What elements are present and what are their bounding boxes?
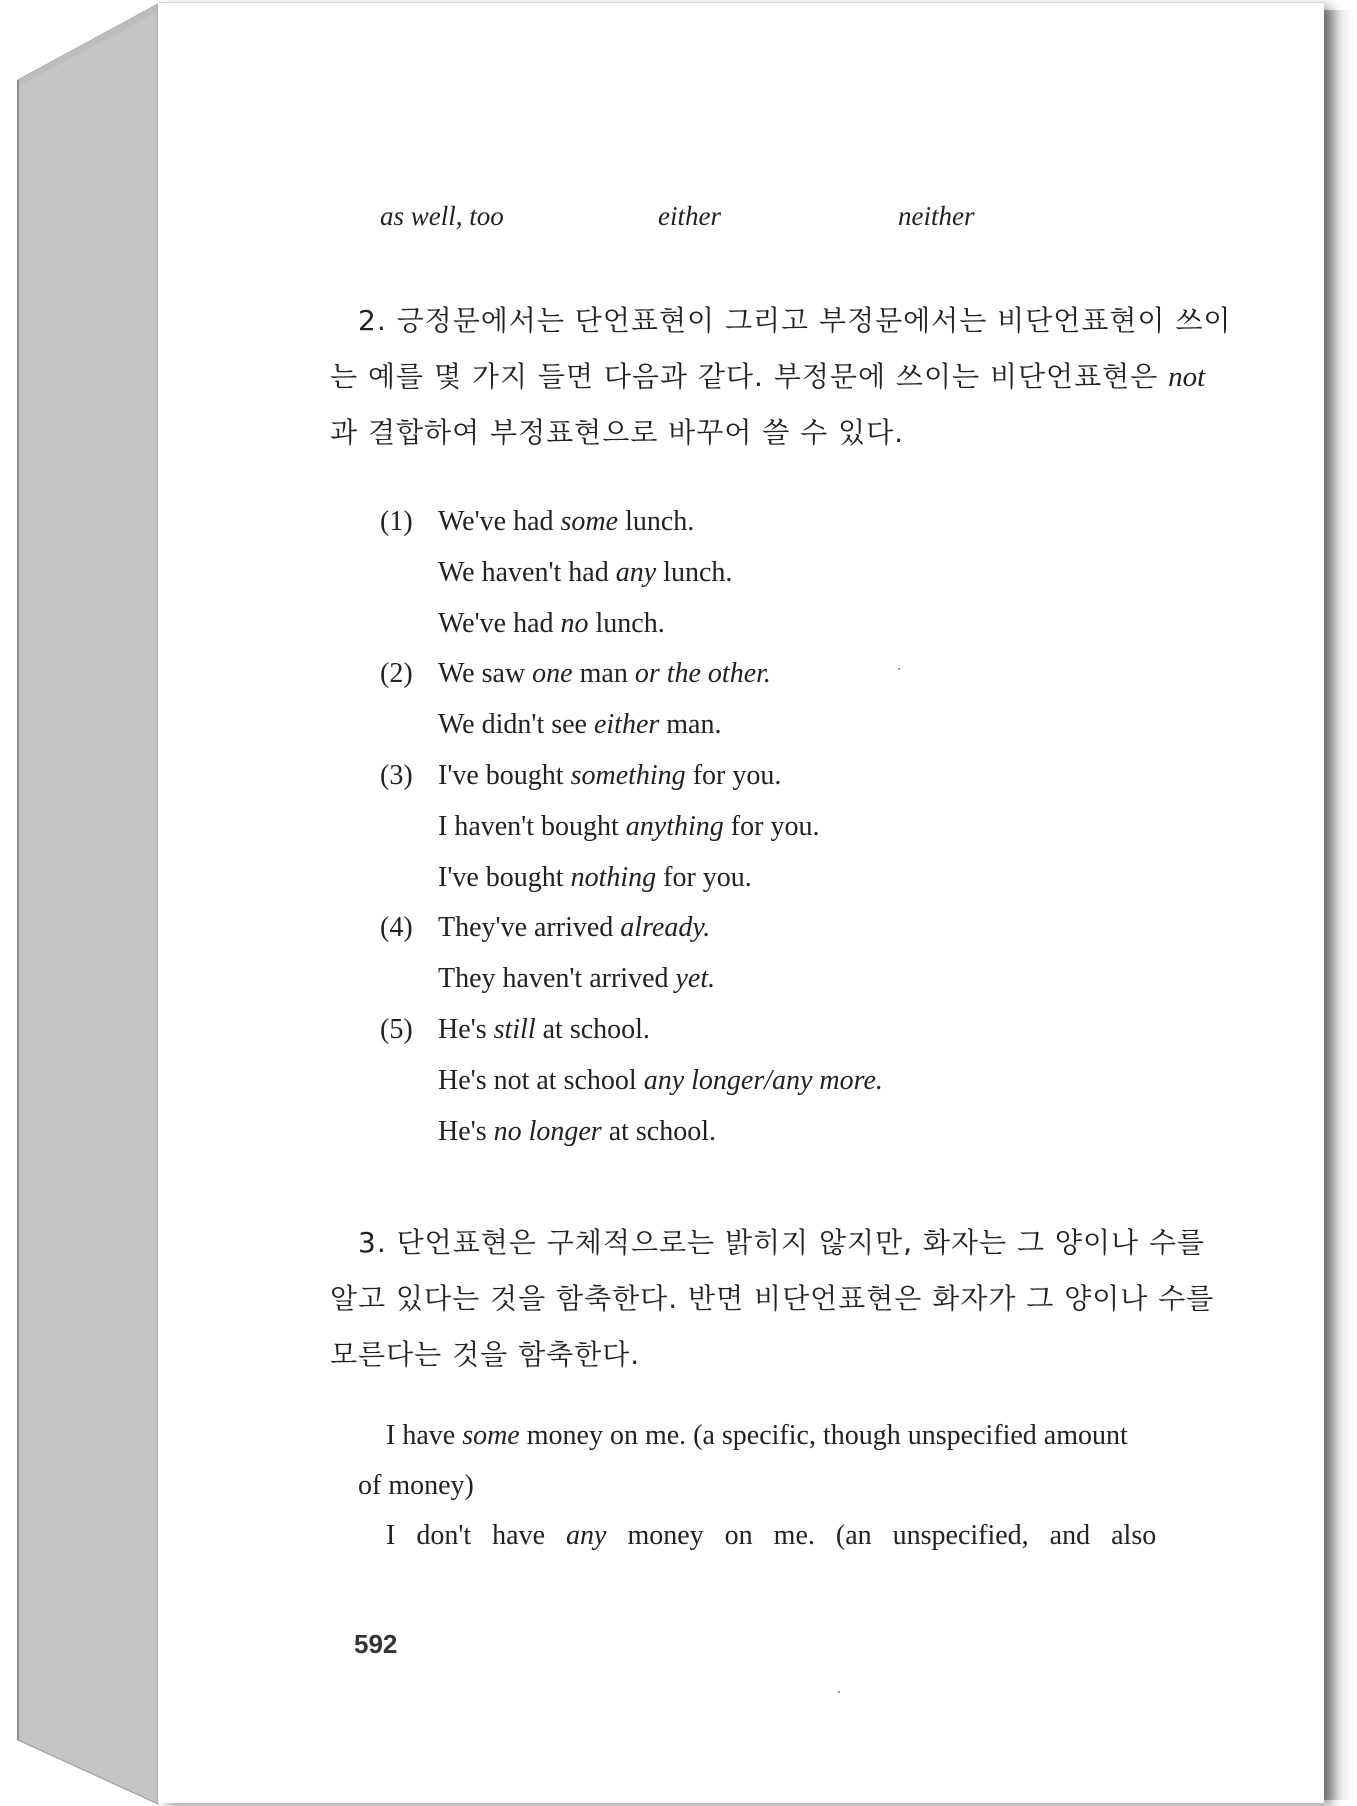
sentence-text: for you. [685, 759, 782, 791]
money-line-1-pre: I have [386, 1420, 463, 1451]
money-line-3-pre: I don't have [386, 1520, 567, 1551]
italic-term: some [560, 506, 619, 537]
italic-term: yet. [675, 963, 716, 995]
italic-term: one [532, 658, 573, 690]
sentence-text: He's [438, 1013, 494, 1045]
scan-speck [838, 1691, 840, 1693]
italic-term: already. [620, 912, 711, 944]
italic-term: nothing [570, 861, 657, 893]
money-line-2: of money) [358, 1470, 474, 1501]
section-2-line-2 [330, 349, 1231, 405]
italic-term: or the other. [634, 658, 771, 690]
sentence-text: lunch. [618, 506, 695, 537]
section-3-line-3: 모른다는 것을 함축한다. [330, 1338, 641, 1371]
sentence-text: They haven't arrived [438, 963, 676, 995]
sentence-text: We saw [438, 658, 533, 690]
book-spine [0, 0, 160, 1806]
header-neither: neither [898, 201, 975, 231]
section-3-line-2: 알고 있다는 것을 함축한다. 반면 비단언표현은 화자가 그 양이나 수를 [330, 1282, 1215, 1315]
money-line-1 [358, 1411, 1156, 1461]
example-sentence [438, 802, 819, 853]
italic-term: any [615, 556, 657, 588]
italic-term: anything [625, 810, 724, 842]
example-number: (2) [380, 658, 413, 690]
italic-not: not [1168, 361, 1206, 393]
summary-header-row [158, 201, 1324, 241]
sentence-text: at school. [601, 1115, 717, 1147]
italic-term: either [593, 709, 660, 741]
example-sentence [438, 1056, 883, 1107]
header-either: either [658, 201, 721, 231]
italic-term: any longer/any more. [643, 1064, 883, 1096]
example-sentence [438, 497, 694, 548]
italic-term: still [493, 1013, 536, 1045]
sentence-text: for you. [656, 861, 752, 893]
money-line-3-post: money on me. (an unspecified, and also [606, 1520, 1157, 1551]
section-2-line-1: 2. 긍정문에서는 단언표현이 그리고 부정문에서는 비단언표현이 쓰이 [358, 304, 1232, 337]
example-sentence [438, 649, 771, 700]
example-sentence [438, 700, 722, 751]
italic-term: something [570, 759, 686, 791]
section-2-paragraph [330, 293, 1231, 461]
sentence-text: He's not at school [438, 1064, 644, 1096]
sentence-text: We didn't see [438, 709, 594, 741]
italic-some: some [462, 1420, 520, 1451]
example-sentence [438, 954, 715, 1005]
sentence-text: They've arrived [438, 912, 621, 944]
page-number: 592 [354, 1629, 398, 1659]
example-sentence [438, 599, 665, 650]
section-3-line-1: 3. 단언표현은 구체적으로는 밝히지 않지만, 화자는 그 양이나 수를 [358, 1226, 1206, 1259]
sentence-text: I've bought [438, 861, 571, 893]
sentence-text: I've bought [438, 759, 571, 791]
sentence-text: man [572, 658, 635, 690]
italic-any: any [566, 1520, 607, 1551]
scan-speck [898, 668, 900, 670]
sentence-text: lunch. [656, 556, 733, 588]
book-page [158, 2, 1324, 1803]
example-sentence [438, 1107, 716, 1158]
section-3-paragraph [330, 1215, 1214, 1383]
example-sentence [438, 548, 732, 599]
section-2-line-2-text: 는 예를 몇 가지 들면 다음과 같다. 부정문에 쓰이는 비단언표현은 [330, 360, 1169, 393]
italic-term: no longer [493, 1115, 602, 1147]
sentence-text: man. [659, 709, 722, 741]
example-sentence [438, 1005, 650, 1056]
page-edge-shadow [1324, 10, 1354, 1800]
example-sentence [438, 853, 752, 904]
sentence-text: We've had [438, 607, 561, 639]
example-number: (4) [380, 912, 413, 944]
money-examples [358, 1411, 1156, 1561]
section-2-line-3: 과 결합하여 부정표현으로 바꾸어 쓸 수 있다. [330, 416, 905, 449]
sentence-text: We haven't had [438, 556, 616, 588]
example-number: (3) [380, 759, 413, 791]
money-line-1-post: money on me. (a specific, though unspecified amount [519, 1420, 1128, 1451]
example-number: (1) [380, 506, 413, 537]
sentence-text: for you. [723, 810, 820, 842]
sentence-text: lunch. [588, 607, 665, 639]
header-as-well-too: as well, too [380, 201, 504, 231]
example-sentence [438, 751, 781, 802]
sentence-text: at school. [535, 1013, 650, 1045]
money-line-3 [358, 1511, 1156, 1561]
sentence-text: I haven't bought [438, 810, 626, 842]
sentence-text: He's [438, 1115, 494, 1147]
example-number: (5) [380, 1013, 413, 1045]
sentence-text: We've had [438, 506, 561, 537]
italic-term: no [560, 607, 589, 639]
example-sentence [438, 903, 710, 954]
